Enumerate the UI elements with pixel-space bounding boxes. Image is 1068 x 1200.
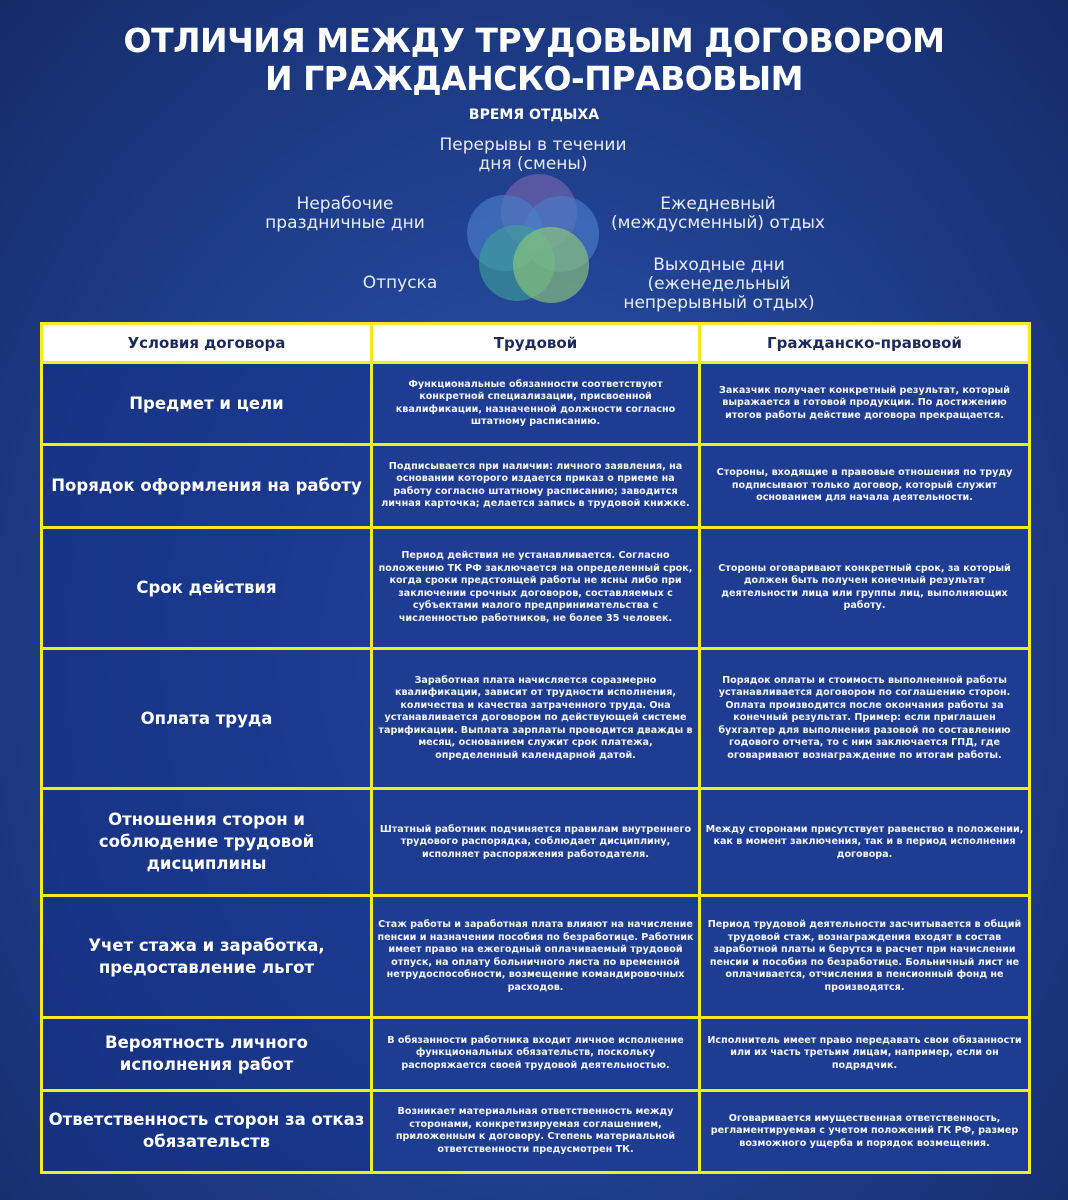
rest-label-vacations: Отпуска <box>362 273 438 293</box>
rest-time-venn-diagram <box>455 170 615 310</box>
condition-cell: Оплата труда <box>42 648 372 789</box>
civil-cell: Оговаривается имущественная ответственность, регламентируемая с учетом положений ГК РФ, размер возможного ущерба и порядок возмещения. <box>700 1090 1030 1172</box>
civil-cell: Стороны оговаривают конкретный срок, за который должен быть получен конечный результат деятельности лица или группы лиц, выполняющих работу. <box>700 527 1030 648</box>
table-row <box>42 445 1030 527</box>
condition-cell: Ответственность сторон за отказ обязательств <box>42 1090 372 1172</box>
civil-cell: Исполнитель имеет право передавать свои обязанности или их часть третьим лицам, например, если он подрядчик. <box>700 1017 1030 1090</box>
civil-cell: Порядок оплаты и стоимость выполненной работы устанавливается договором по соглашению сторон. Оплата производится после окончания работы за конечный результат. Пример: если приглашен бухгалтер для выполнения разовой по составлению годового отчета, то с ним заключается ГПД, где оговаривают вознаграждение по итогам работы. <box>700 648 1030 789</box>
page-title <box>0 22 1068 98</box>
venn-circle-weekends <box>513 227 589 303</box>
header-labor: Трудовой <box>372 324 700 363</box>
table-row <box>42 527 1030 648</box>
table-row <box>42 363 1030 445</box>
table-header-row <box>42 324 1030 363</box>
civil-cell: Между сторонами присутствует равенство в положении, как в момент заключения, так и в период исполнения договора. <box>700 789 1030 896</box>
labor-cell: Функциональные обязанности соответствуют конкретной специализации, присвоенной квалификации, назначенной должности согласно штатному расписанию. <box>372 363 700 445</box>
table-row <box>42 648 1030 789</box>
rest-label-daily: Ежедневный (междусменный) отдых <box>611 194 825 233</box>
labor-cell: Штатный работник подчиняется правилам внутреннего трудового распорядка, соблюдает дисциплину, исполняет распоряжения работодателя. <box>372 789 700 896</box>
labor-cell: Подписывается при наличии: личного заявления, на основании которого издается приказ о приеме на работу согласно штатному расписанию; заводится личная карточка; делается запись в трудовой книжке. <box>372 445 700 527</box>
civil-cell: Стороны, входящие в правовые отношения по труду подписывают только договор, который служит основанием для начала деятельности. <box>700 445 1030 527</box>
condition-cell: Учет стажа и заработка, предоставление льгот <box>42 896 372 1017</box>
condition-cell: Срок действия <box>42 527 372 648</box>
rest-label-holidays: Нерабочие праздничные дни <box>265 194 425 233</box>
page-title-line-1: ОТЛИЧИЯ МЕЖДУ ТРУДОВЫМ ДОГОВОРОМ <box>123 21 945 60</box>
condition-cell: Предмет и цели <box>42 363 372 445</box>
rest-label-weekends: Выходные дни (еженедельный непрерывный отдых) <box>623 255 815 313</box>
table-row <box>42 896 1030 1017</box>
table-row <box>42 789 1030 896</box>
labor-cell: Возникает материальная ответственность между сторонами, конкретизируемая соглашением, приложенным к договору. Степень материальной ответственности предусмотрен ТК. <box>372 1090 700 1172</box>
condition-cell: Порядок оформления на работу <box>42 445 372 527</box>
header-conditions: Условия договора <box>42 324 372 363</box>
condition-cell: Вероятность личного исполнения работ <box>42 1017 372 1090</box>
labor-cell: Стаж работы и заработная плата влияют на начисление пенсии и назначении пособия по безработице. Работник имеет право на ежегодный оплачиваемый трудовой отпуск, на оплату больничного листа по временной нетрудоспособности, возмещение командировочных расходов. <box>372 896 700 1017</box>
labor-cell: Заработная плата начисляется соразмерно квалификации, зависит от трудности исполнения, количества и качества затраченного труда. Она устанавливается договором по действующей системе тарификации. Выплата зарплаты проводится дважды в месяц, основанием служит срок платежа, определенный календарной датой. <box>372 648 700 789</box>
table-row <box>42 1090 1030 1172</box>
rest-time-heading: ВРЕМЯ ОТДЫХА <box>468 107 600 123</box>
header-civil: Гражданско-правовой <box>700 324 1030 363</box>
page-title-line-2: И ГРАЖДАНСКО-ПРАВОВЫМ <box>265 59 803 98</box>
condition-cell: Отношения сторон и соблюдение трудовой дисциплины <box>42 789 372 896</box>
labor-cell: Период действия не устанавливается. Согласно положению ТК РФ заключается на определенный срок, когда сроки предстоящей работы не ясны либо при заключении срочных договоров, составляемых с субъектами малого предпринимательства с численностью работников, не более 35 человек. <box>372 527 700 648</box>
table-row <box>42 1017 1030 1090</box>
rest-label-breaks: Перерывы в течении дня (смены) <box>439 135 627 174</box>
comparison-table <box>40 322 1031 1174</box>
civil-cell: Период трудовой деятельности засчитывается в общий трудовой стаж, вознаграждения входят в состав заработной платы и берутся в расчет при начислении пенсии и пособия по безработице. Больничный лист не оплачивается, отчисления в пенсионный фонд не производятся. <box>700 896 1030 1017</box>
civil-cell: Заказчик получает конкретный результат, который выражается в готовой продукции. По достижению итогов работы действие договора прекращается. <box>700 363 1030 445</box>
labor-cell: В обязанности работника входит личное исполнение функциональных обязательств, поскольку распоряжается своей трудовой деятельностью. <box>372 1017 700 1090</box>
